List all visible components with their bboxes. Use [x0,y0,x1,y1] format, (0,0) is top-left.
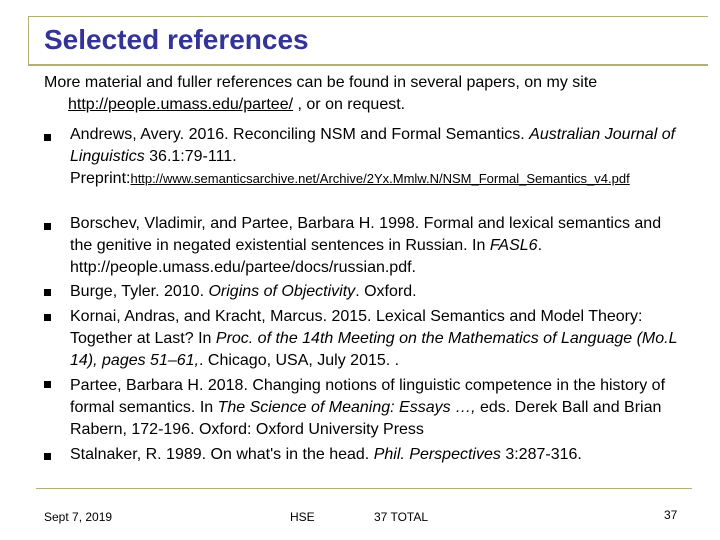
reference-italic: Proc. of the 14th Meeting on the Mathematics of Language (Mo.L 14), pages 51–61, [70,330,678,369]
reference-text: eds. Derek Ball and Brian Rabern, 172-196. Oxford: Oxford University Press [70,399,662,438]
reference-text: . Chicago, USA, July 2015. . [199,352,400,369]
reference-italic: Origins of Objectivity [208,283,356,300]
footer-total: 37 TOTAL [374,510,429,524]
reference-text: . http://people.umass.edu/partee/docs/russian.pdf. [70,237,543,276]
reference-item [70,213,682,279]
bullet-icon [44,314,51,321]
footer-org: HSE [290,510,315,524]
reference-item [70,444,682,466]
bullet-icon [44,134,51,141]
reference-item [70,124,682,190]
bullet-icon [44,289,51,296]
reference-text: Borschev, Vladimir, and Partee, Barbara H. 1998. Formal and lexical semantics and the genitive in negated existential sentences in Russian. In [70,215,662,254]
page-title: Selected references [44,24,309,55]
reference-text: Kornai, Andras, and Kracht, Marcus. 2015. Lexical Semantics and Model Theory: Together at Last? In [70,308,643,347]
intro-after-link: , or on request. [297,96,406,113]
site-link[interactable]: http://people.umass.edu/partee/ [68,96,294,113]
reference-italic: Australian Journal of Linguistics [70,126,676,165]
intro-paragraph [44,72,684,116]
reference-text: Partee, Barbara H. 2018. Changing notions of linguistic competence in the history of formal semantics. In [70,377,666,416]
reference-italic: Phil. Perspectives [373,446,501,463]
reference-text: Andrews, Avery. 2016. Reconciling NSM and Formal Semantics. [70,126,525,143]
top-frame-line [28,16,708,17]
bullet-icon [44,453,51,460]
intro-text: More material and fuller references can be found in several papers, on my site [44,74,598,91]
page-number: 37 [664,508,678,522]
footer-line [36,488,692,489]
reference-item [70,375,682,441]
reference-item [70,306,682,372]
footer-date: Sept 7, 2019 [44,510,113,524]
bullet-icon [44,381,51,388]
reference-italic: The Science of Meaning: Essays …, [217,399,476,416]
reference-text: 36.1:79-111. [149,148,237,165]
reference-italic: FASL6 [489,237,538,254]
intro-indent [44,96,405,113]
reference-text: Stalnaker, R. 1989. On what's in the head. [70,446,370,463]
reference-item [70,281,682,303]
bullet-icon [44,223,51,230]
reference-text: Burge, Tyler. 2010. [70,283,205,300]
preprint-label: Preprint: [70,170,131,187]
left-frame-line [28,16,29,64]
title-underline [28,64,708,66]
preprint-link[interactable]: http://www.semanticsarchive.net/Archive/2Yx.Mmlw.N/NSM_Formal_Semantics_v4.pdf [130,171,630,186]
reference-text: . Oxford. [355,283,417,300]
reference-text: 3:287-316. [505,446,582,463]
